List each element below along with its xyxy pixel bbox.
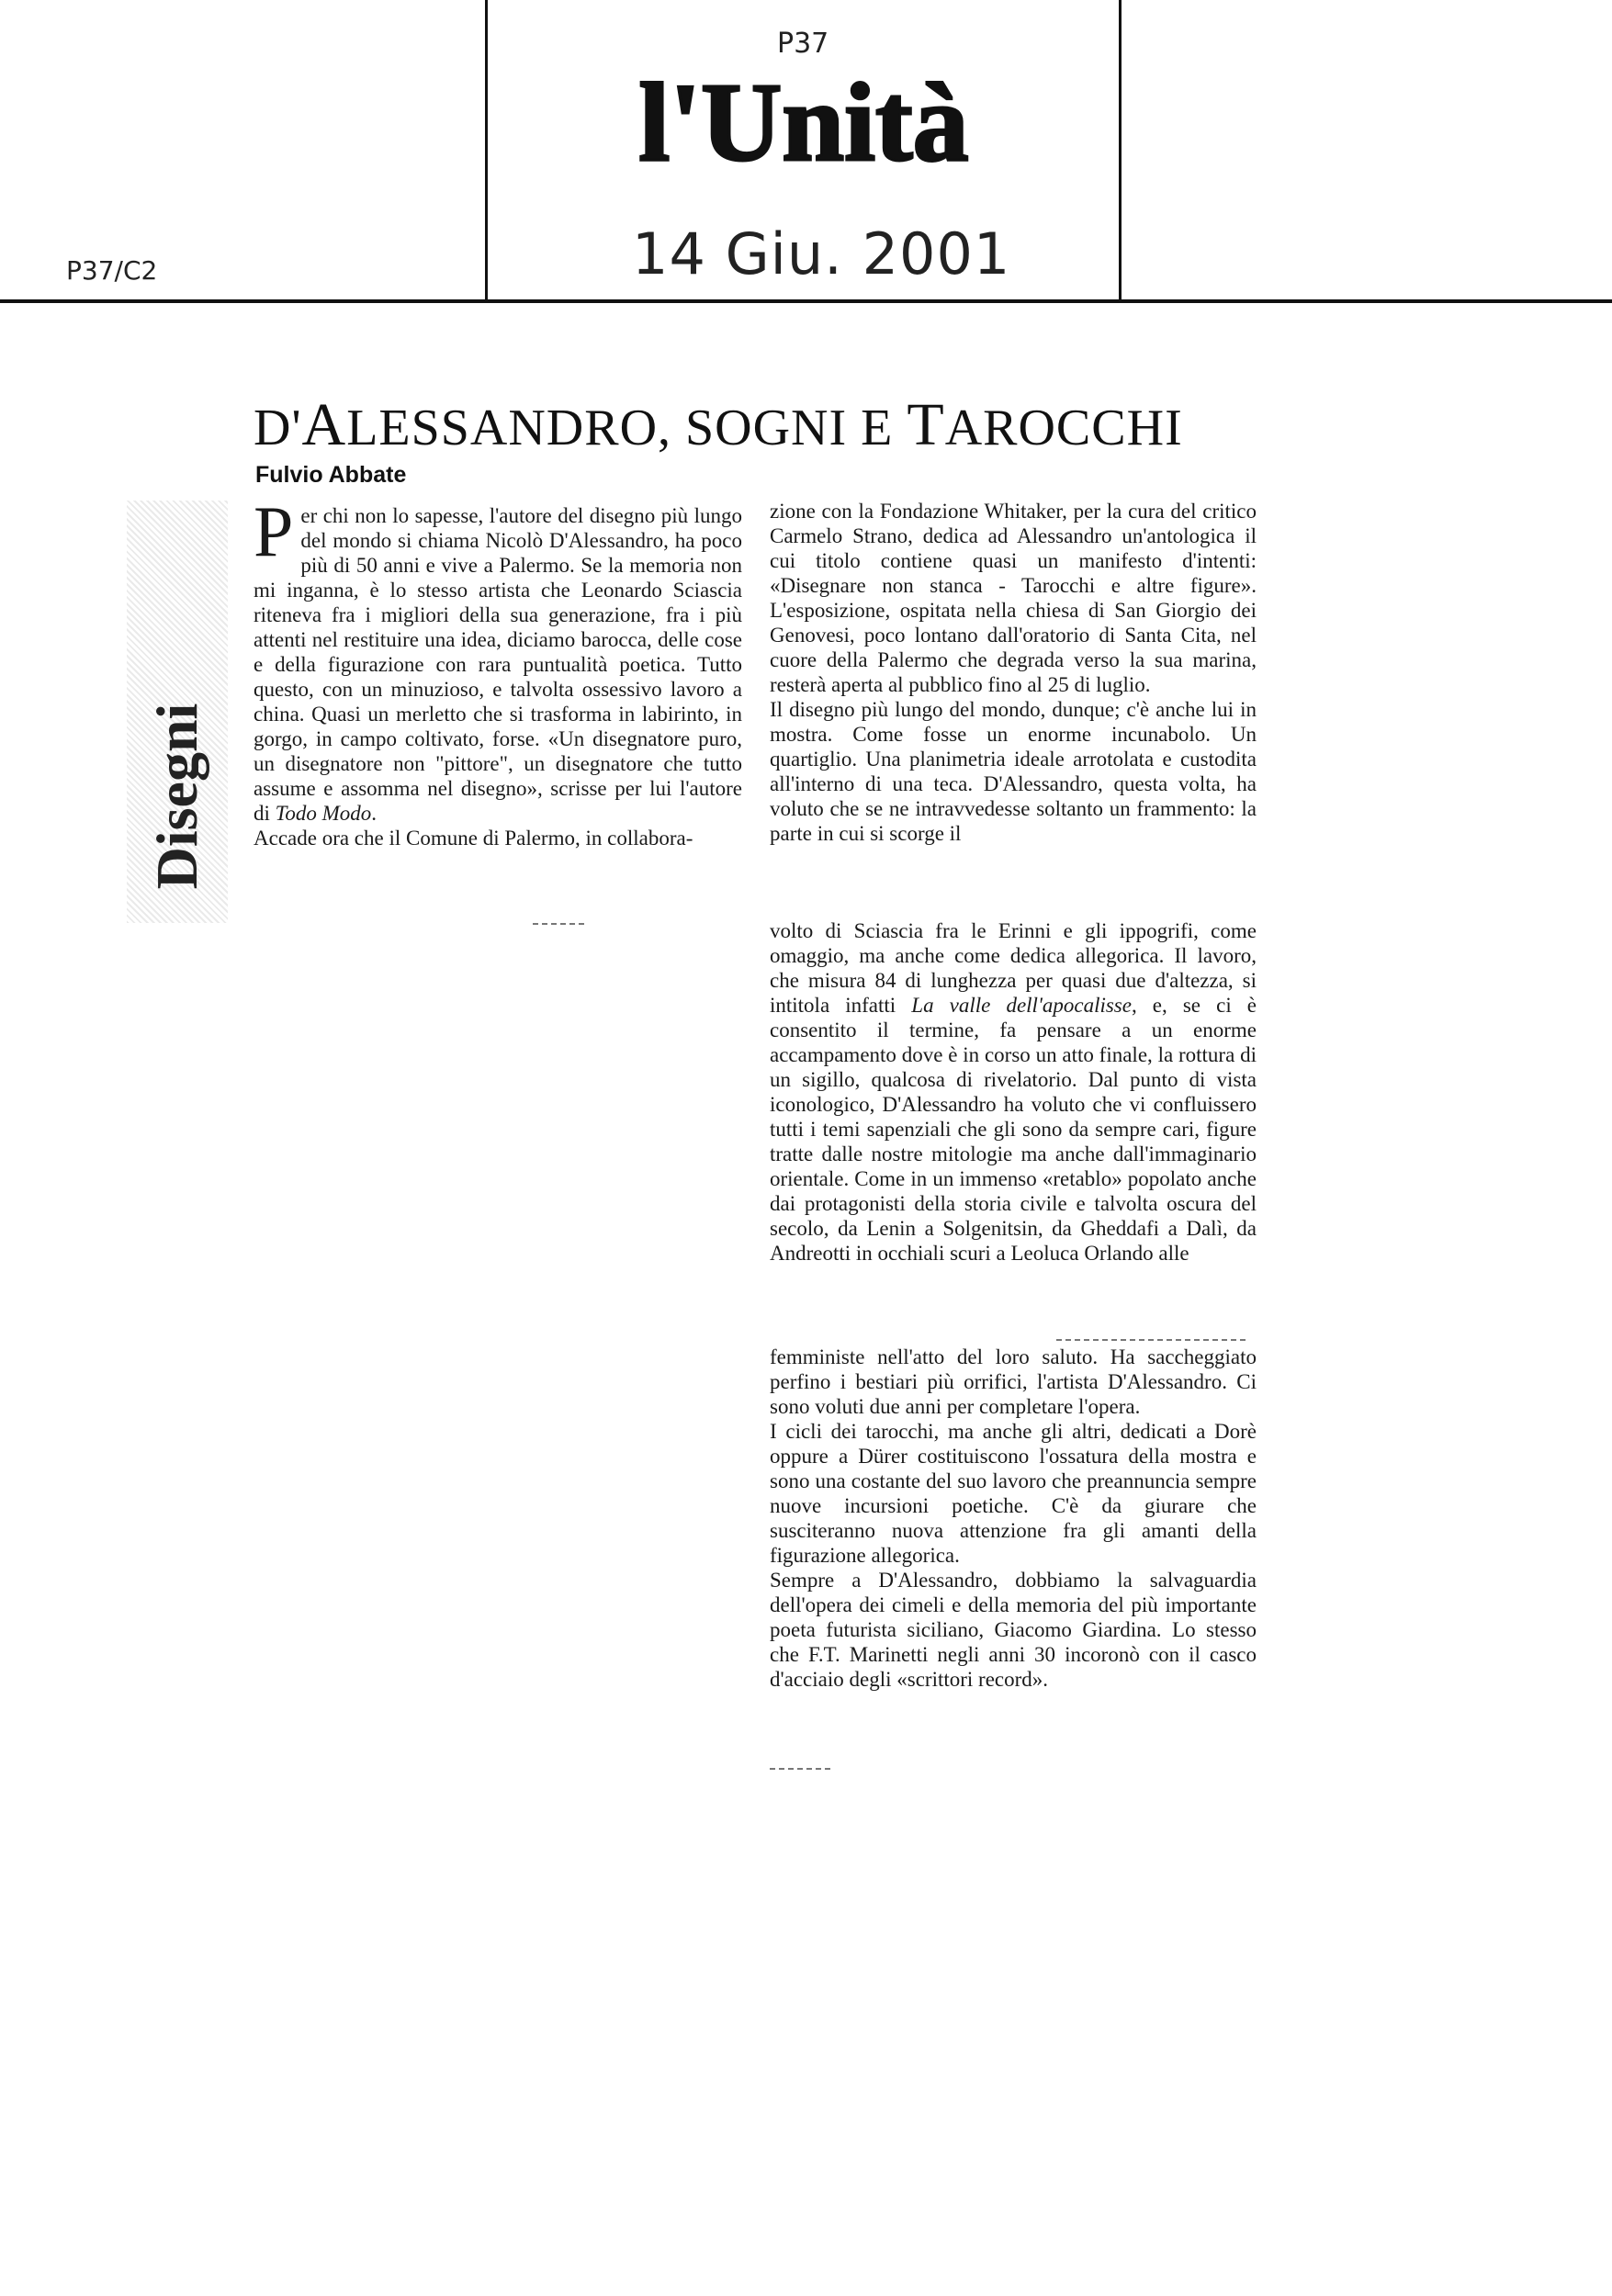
paragraph-5-end: , e, se ci è consentito il termine, fa pensare a un enorme accampamento dove è in corso un atto finale, la rottura di un sigillo, qualcosa di rivelatorio. Dal punto di vista iconologico, D'Alessandro ha voluto che vi confluissero tutti i temi sapenziali che gli sono da sempre cari, figure tratte dalle nostre mitologie ma anche dall'immaginario orientale. Come in un immenso «retablo» popolato anche dai protagonisti della storia civile e talvolta oscura del secolo, da Lenin a Solgenitsin, da Gheddafi a Dalì, da Andreotti in occhiali scuri a Leoluca Orlando alle xyxy=(770,994,1257,1265)
title-part-2: A xyxy=(301,391,347,458)
paragraph-3: zione con la Fondazione Whitaker, per la cura del critico Carmelo Strano, dedica ad Alessandro un'antologica il cui titolo contiene quasi un manifesto d'intenti: «Disegnare non stanca - Tarocchi e altre figure». L'esposizione, ospitata nella chiesa di San Giorgio dei Genovesi, poco lontano dall'oratorio di Santa Cita, nel cuore della Palermo che degrada verso la sua marina, resterà aperta al pubblico fino al 25 di luglio. xyxy=(770,500,1257,696)
publication-date: 14 Giu. 2001 xyxy=(632,220,1011,287)
column-2-separator-rule xyxy=(1056,1339,1249,1341)
book-title: Todo Modo xyxy=(275,802,372,825)
byline: Fulvio Abbate xyxy=(255,462,407,488)
title-part-4: T xyxy=(907,391,945,458)
article-column-2-middle xyxy=(770,918,1257,1266)
section-tag xyxy=(127,501,228,923)
column-1-end-rule xyxy=(533,923,588,925)
header-bottom-rule xyxy=(0,299,1612,303)
article-title xyxy=(254,390,1183,460)
paragraph-6: femministe nell'atto del loro saluto. Ha saccheggiato perfino i bestiari più orrifici, l'artista D'Alessandro. Ci sono voluti due anni per completare l'opera. xyxy=(770,1345,1257,1418)
article-column-2-bottom xyxy=(770,1345,1257,1692)
page-code-left: P37/C2 xyxy=(66,255,158,286)
masthead-text: l'Unità xyxy=(638,61,969,176)
page-code-top: P37 xyxy=(777,28,829,60)
article-column-2-top xyxy=(770,499,1257,846)
masthead-logo xyxy=(588,57,1020,176)
paragraph-1-end: . xyxy=(371,802,377,825)
paragraph-7: I cicli dei tarocchi, ma anche gli altri, dedicati a Dorè oppure a Dürer costituiscono l'ossatura della mostra e sono una costante del suo lavoro che preannuncia sempre nuove incursioni poetiche. C'è da giurare che susciteranno nuova attenzione fra gli amanti della figurazione allegorica. xyxy=(770,1420,1257,1567)
drop-cap: P xyxy=(254,491,294,571)
header-divider-right xyxy=(1119,0,1122,301)
article-column-1 xyxy=(254,491,742,850)
title-part-5: AROCCHI xyxy=(944,400,1183,456)
artwork-title: La valle dell'apocalisse xyxy=(911,994,1132,1017)
paragraph-8: Sempre a D'Alessandro, dobbiamo la salvaguardia dell'opera dei cimeli e della memoria del più importante poeta futurista siciliano, Giacomo Giardina. Lo stesso che F.T. Marinetti negli anni 30 incoronò con il casco d'acciaio degli «scrittori record». xyxy=(770,1569,1257,1691)
section-tag-label: Disegni xyxy=(144,703,209,890)
paragraph-1-text: er chi non lo sapesse, l'autore del disegno più lungo del mondo si chiama Nicolò D'Alessandro, ha poco più di 50 anni e vive a Palermo. Se la memoria non mi inganna, è lo stesso artista che Leonardo Sciascia riteneva fra i migliori della sua generazione, fra i più attenti nel restituire una idea, diciamo barocca, delle cose e della figurazione con rara puntualità poetica. Tutto questo, con un minuzioso, e talvolta ossessivo lavoro a china. Quasi un merletto che si trasforma in labirinto, in gorgo, in campo coltivato, forse. «Un disegnatore puro, un disegnatore non "pittore", un disegnatore che tutto assume e assomma nel disegno», scrisse per lui l'autore di xyxy=(254,504,742,825)
title-part-1: D' xyxy=(254,400,302,456)
paragraph-1 xyxy=(254,491,742,826)
article-end-rule xyxy=(770,1768,834,1770)
paragraph-4: Il disegno più lungo del mondo, dunque; c'è anche lui in mostra. Come fosse un enorme incunabolo. Un quartiglio. Una planimetria ideale arrotolata e custodita all'interno di una teca. D'Alessandro, questa volta, ha voluto che se ne intravvedesse soltanto un frammento: la parte in cui si scorge il xyxy=(770,698,1257,845)
header-divider-left xyxy=(485,0,488,301)
paragraph-2: Accade ora che il Comune di Palermo, in collabora- xyxy=(254,827,693,850)
title-part-3: LESSANDRO, SOGNI E xyxy=(346,400,907,456)
paragraph-5-text: volto di Sciascia fra le Erinni e gli ippogrifi, come omaggio, ma anche come dedica allegorica. Il lavoro, che misura 84 di lunghezza per quasi due d'altezza, si intitola infatti xyxy=(770,919,1257,1017)
paragraph-5 xyxy=(770,918,1257,1266)
